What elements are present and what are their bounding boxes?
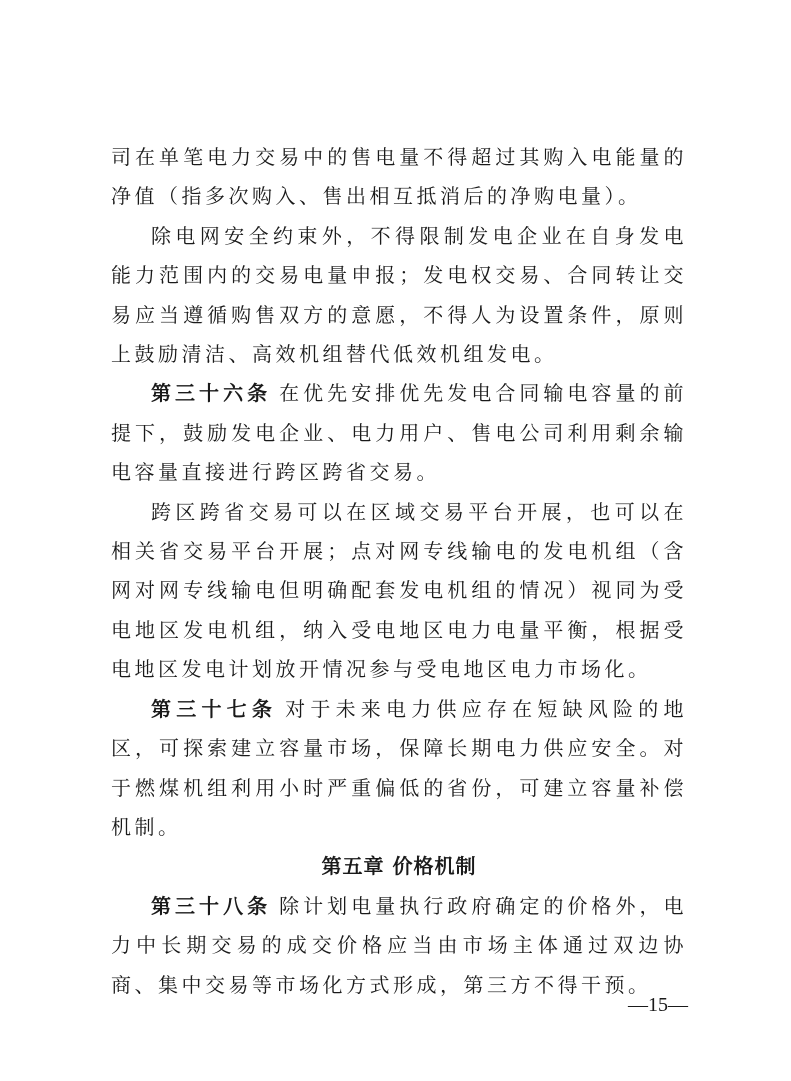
page-number: —15—	[628, 994, 688, 1016]
chapter-heading: 第五章 价格机制	[321, 854, 477, 879]
article-number: 第三十六条	[151, 381, 272, 406]
document-page	[111, 138, 687, 1005]
paragraph-body: 跨区跨省交易可以在区域交易平台开展，也可以在相关省交易平台开展；点对网专线输电的发电机组（含网对网专线输电但明确配套发电机组的情况）视同为受电地区发电机组，纳入受电地区电力电量平衡，根据受电地区发电计划放开情况参与受电地区电力市场化。	[111, 499, 687, 682]
article-number: 第三十七条	[151, 696, 278, 721]
article-text: 在优先安排优先发电合同输电容量的前提下，鼓励发电企业、电力用户、售电公司利用剩余输电容量直接进行跨区跨省交易。	[111, 381, 688, 485]
article-37	[111, 690, 687, 848]
article-36	[111, 374, 687, 492]
paragraph-body: 除电网安全约束外，不得限制发电企业在自身发电能力范围内的交易电量申报；发电权交易、合同转让交易应当遵循购售双方的意愿，不得人为设置条件，原则上鼓励清洁、高效机组替代低效机组发电。	[111, 223, 687, 367]
article-text: 对于未来电力供应存在短缺风险的地区，可探索建立容量市场，保障长期电力供应安全。对于燃煤机组利用小时严重偏低的省份，可建立容量补偿机制。	[111, 696, 687, 839]
article-38	[111, 887, 687, 1005]
article-number: 第三十八条	[151, 893, 272, 918]
article-text: 除计划电量执行政府确定的价格外，电力中长期交易的成交价格应当由市场主体通过双边协商、集中交易等市场化方式形成，第三方不得干预。	[111, 893, 688, 997]
paragraph-continuation: 司在单笔电力交易中的售电量不得超过其购入电能量的净值（指多次购入、售出相互抵消后的净购电量）。	[111, 145, 687, 209]
